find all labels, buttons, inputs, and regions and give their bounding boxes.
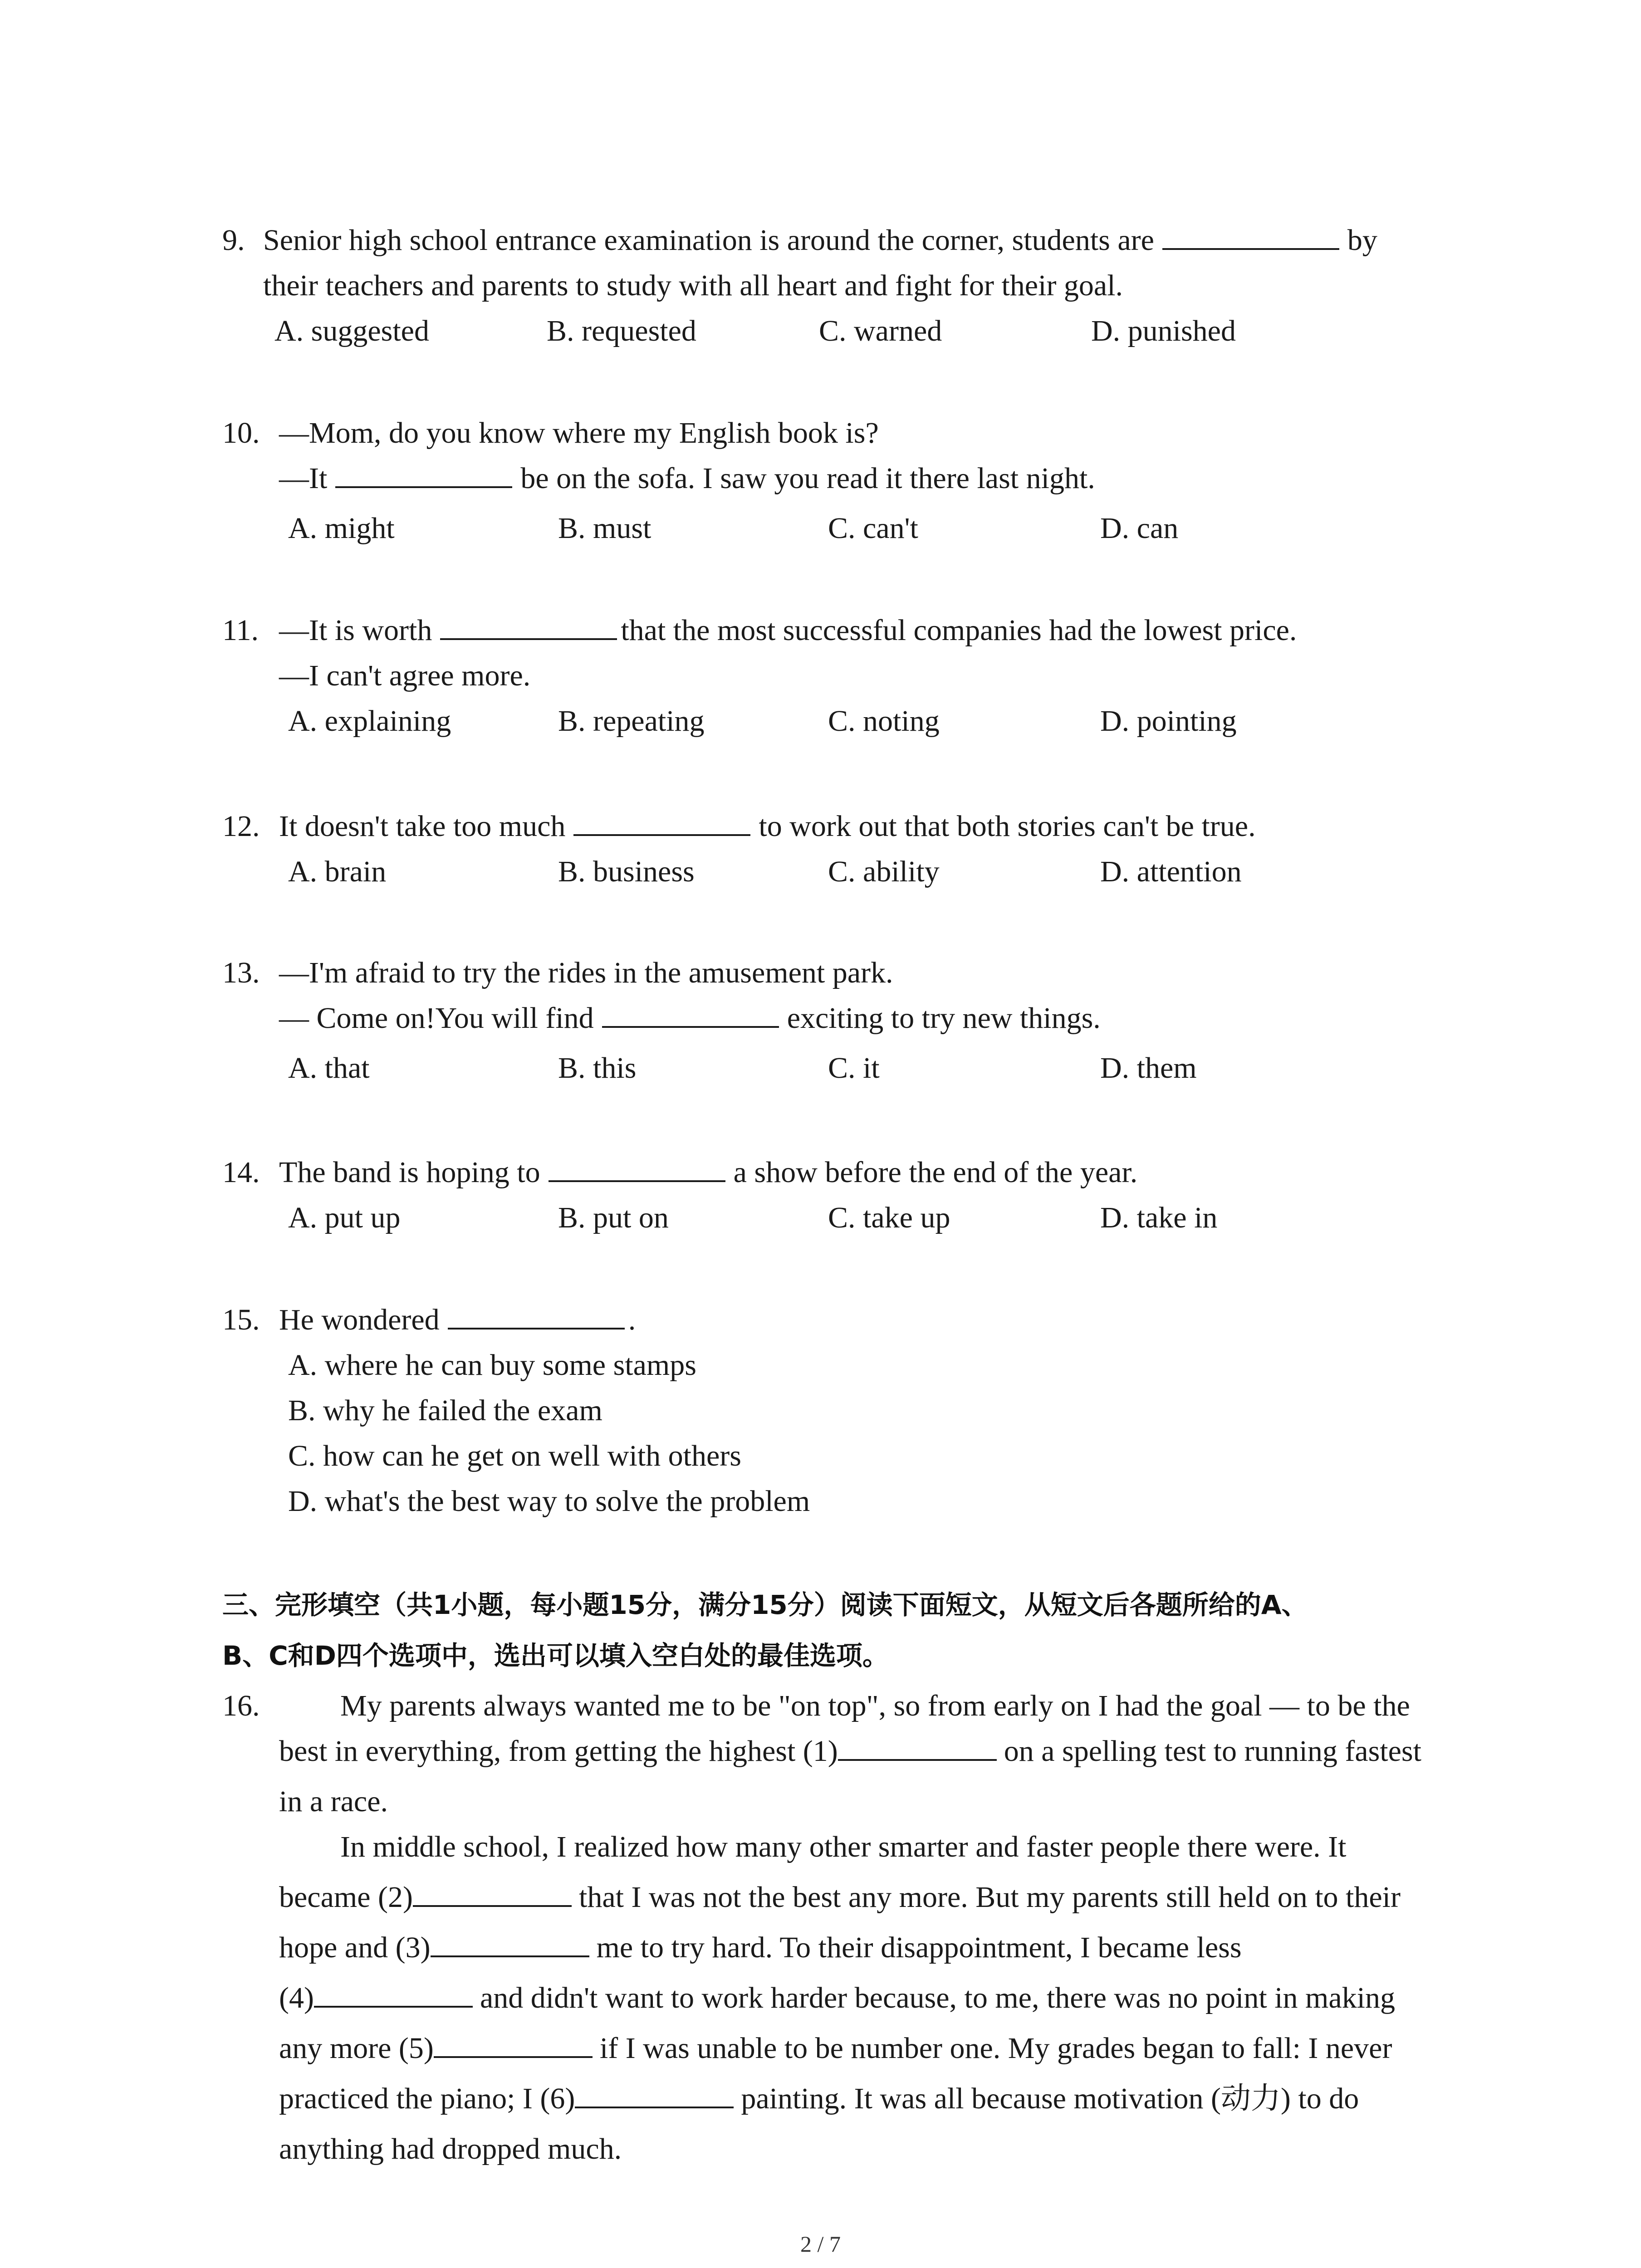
answer-blank[interactable] [335,459,512,488]
option-c[interactable]: C. it [828,1051,880,1085]
question-number: 12. [222,810,260,843]
answer-blank[interactable] [440,611,617,640]
passage-text: any more (5) [279,2032,434,2065]
option-a[interactable]: A. explaining [288,704,451,738]
question-text: —I'm afraid to try the rides in the amusement park. [279,956,893,989]
option-d[interactable]: D. what's the best way to solve the problem [288,1485,810,1518]
cloze-blank-2[interactable] [413,1878,572,1907]
option-c[interactable]: C. noting [828,704,940,738]
question-number: 9. [222,224,245,257]
question-10 [222,411,1465,551]
passage-text: painting. It was all because motivation (动力) to do [741,2082,1359,2115]
option-d[interactable]: D. pointing [1100,704,1237,738]
question-number: 15. [222,1303,260,1336]
question-12 [222,804,1465,894]
question-9 [222,218,1465,354]
option-b[interactable]: B. why he failed the exam [288,1394,603,1427]
passage-text: me to try hard. To their disappointment, I became less [596,1931,1242,1964]
option-b[interactable]: B. business [558,855,695,888]
option-a[interactable]: A. suggested [274,314,429,347]
answer-blank[interactable] [1162,221,1339,250]
option-d[interactable]: D. attention [1100,855,1242,888]
answer-blank[interactable] [573,807,750,836]
answer-blank[interactable] [602,999,779,1028]
option-a[interactable]: A. might [288,512,395,545]
page-indicator: 2 / 7 [800,2231,841,2257]
question-text: a show before the end of the year. [733,1156,1138,1189]
option-b[interactable]: B. requested [547,314,696,347]
option-a[interactable]: A. that [288,1051,370,1085]
option-a[interactable]: A. where he can buy some stamps [288,1349,696,1382]
question-text: their teachers and parents to study with all heart and fight for their goal. [263,269,1123,302]
passage-text: if I was unable to be number one. My grades began to fall: I never [599,2032,1392,2065]
passage-text: My parents always wanted me to be "on top", so from early on I had the goal — to be the [340,1689,1410,1722]
option-b[interactable]: B. repeating [558,704,705,738]
cloze-blank-5[interactable] [434,2029,593,2058]
option-c[interactable]: C. take up [828,1201,950,1234]
option-c[interactable]: C. ability [828,855,940,888]
question-number: 11. [222,614,259,647]
option-b[interactable]: B. must [558,512,652,545]
passage-text: in a race. [279,1785,388,1818]
option-a[interactable]: A. brain [288,855,387,888]
question-text: Senior high school entrance examination is around the corner, students are [263,224,1154,257]
passage-text: and didn't want to work harder because, to me, there was no point in making [480,1981,1395,2014]
question-text: —It [279,462,328,495]
question-14 [222,1150,1465,1241]
question-11 [222,608,1465,744]
passage-text: practiced the piano; I (6) [279,2082,575,2115]
answer-blank[interactable] [448,1300,625,1330]
cloze-passage [222,1681,1484,2169]
passage-text: In middle school, I realized how many other smarter and faster people there were. It [340,1830,1347,1863]
option-c[interactable]: C. warned [819,314,942,347]
passage-text: best in everything, from getting the highest (1) [279,1735,838,1768]
question-text: be on the sofa. I saw you read it there last night. [520,462,1095,495]
question-number: 13. [222,956,260,989]
passage-text: became (2) [279,1881,413,1914]
question-text: exciting to try new things. [787,1002,1101,1035]
question-text: —It is worth [279,614,432,647]
option-c[interactable]: C. can't [828,512,918,545]
option-d[interactable]: D. them [1100,1051,1197,1085]
cloze-blank-4[interactable] [314,1979,473,2008]
option-c[interactable]: C. how can he get on well with others [288,1439,741,1472]
cloze-blank-1[interactable] [838,1732,997,1761]
section-heading-line: B、C和D四个选项中，选出可以填入空白处的最佳选项。 [222,1640,889,1671]
section-heading [222,1579,1484,1681]
passage-text: anything had dropped much. [279,2132,622,2165]
question-text: by [1347,224,1377,257]
question-text: — Come on!You will find [279,1002,594,1035]
question-number: 10. [222,416,260,450]
question-number: 16. [222,1689,260,1722]
cloze-blank-3[interactable] [431,1928,589,1957]
cloze-blank-6[interactable] [575,2079,734,2108]
option-b[interactable]: B. this [558,1051,637,1085]
passage-text: hope and (3) [279,1931,431,1964]
question-text: The band is hoping to [279,1156,540,1189]
question-13 [222,950,1465,1091]
question-text: He wondered [279,1303,440,1336]
question-15 [222,1297,1465,1524]
passage-text: on a spelling test to running fastest [1004,1735,1421,1768]
question-text: It doesn't take too much [279,810,566,843]
question-text: —I can't agree more. [279,659,531,692]
option-a[interactable]: A. put up [288,1201,401,1234]
passage-text: (4) [279,1981,314,2014]
option-d[interactable]: D. take in [1100,1201,1218,1234]
question-text: . [628,1303,636,1336]
option-d[interactable]: D. punished [1091,314,1236,347]
question-text: —Mom, do you know where my English book is? [279,416,879,450]
option-d[interactable]: D. can [1100,512,1179,545]
option-b[interactable]: B. put on [558,1201,669,1234]
question-number: 14. [222,1156,260,1189]
question-text: to work out that both stories can't be true. [759,810,1256,843]
answer-blank[interactable] [549,1153,725,1182]
passage-text: that I was not the best any more. But my parents still held on to their [578,1881,1401,1914]
question-text: that the most successful companies had the lowest price. [621,614,1297,647]
section-heading-line: 三、完形填空（共1小题，每小题15分，满分15分）阅读下面短文，从短文后各题所给的A、 [222,1589,1308,1620]
